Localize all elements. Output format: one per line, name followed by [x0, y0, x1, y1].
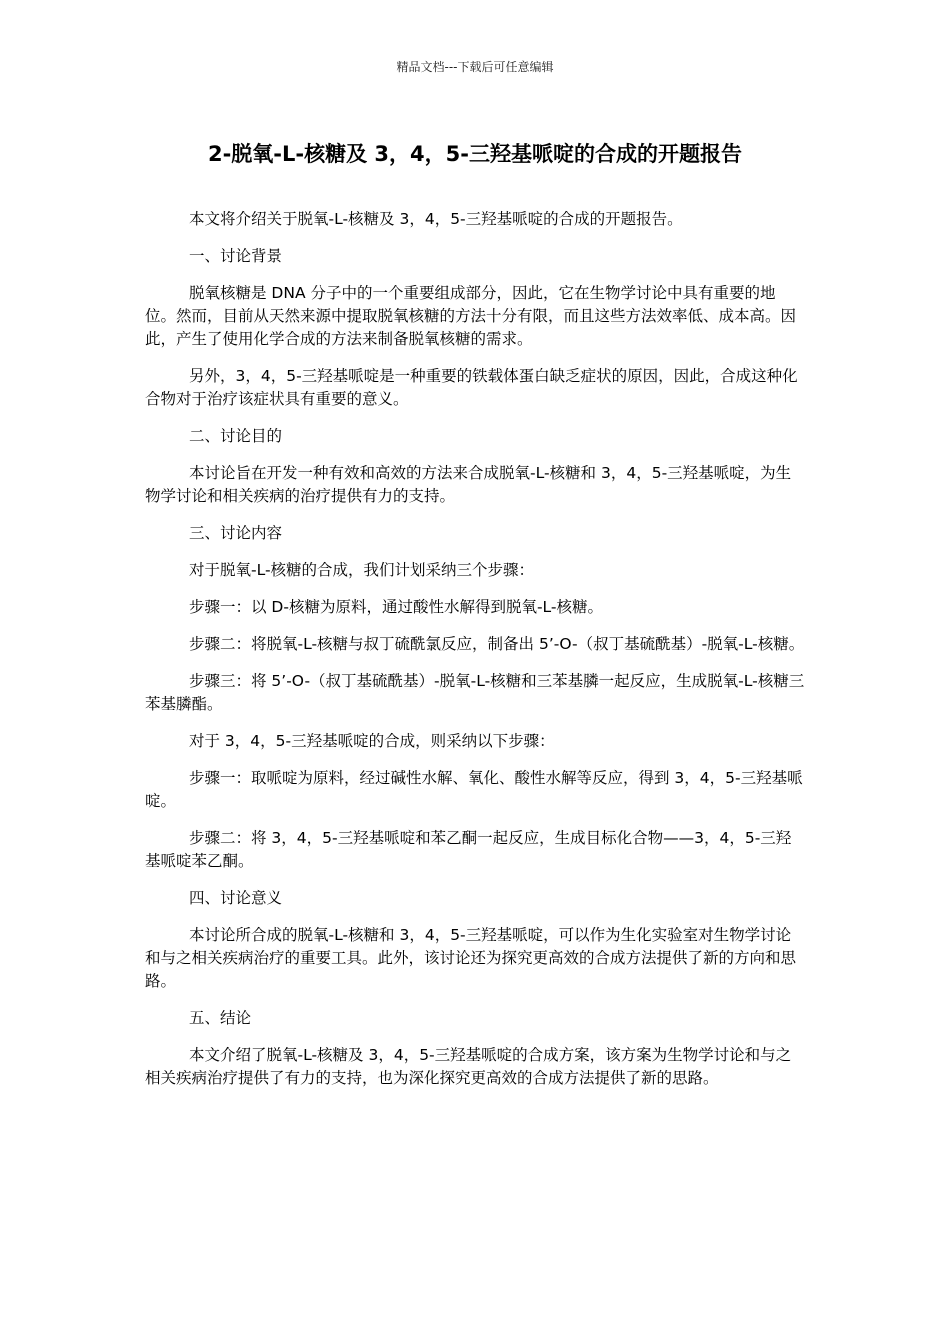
section-heading-content: 三、讨论内容	[189, 524, 283, 542]
background-paragraph-1: 脱氧核糖是 DNA 分子中的一个重要组成部分，因此，它在生物学讨论中具有重要的地位。然而，目前从天然来源中提取脱氧核糖的方法十分有限，而且这些方法效率低、成本高。因此，产生了使用化学合成的方法来制备脱氧核糖的需求。	[145, 284, 797, 348]
content-paragraph-ribose-intro: 对于脱氧-L-核糖的合成，我们计划采纳三个步骤：	[189, 561, 535, 579]
conclusion-paragraph: 本文介绍了脱氧-L-核糖及 3，4，5-三羟基哌啶的合成方案，该方案为生物学讨论和与之相关疾病治疗提供了有力的支持，也为深化探究更高效的合成方法提供了新的思路。	[145, 1046, 792, 1087]
section-heading-significance: 四、讨论意义	[189, 889, 283, 907]
background-paragraph-2: 另外，3，4，5-三羟基哌啶是一种重要的铁载体蛋白缺乏症状的原因，因此，合成这种化合物对于治疗该症状具有重要的意义。	[145, 367, 798, 408]
document-body	[145, 208, 805, 1104]
purpose-paragraph: 本讨论旨在开发一种有效和高效的方法来合成脱氧-L-核糖和 3，4，5-三羟基哌啶，为生物学讨论和相关疾病的治疗提供有力的支持。	[145, 464, 792, 505]
section-heading-purpose: 二、讨论目的	[189, 427, 283, 445]
content-paragraph-ribose-step2: 步骤二：将脱氧-L-核糖与叔丁硫酰氯反应，制备出 5’-O-（叔丁基硫酰基）-脱氧-L-核糖。	[189, 635, 805, 653]
content-paragraph-ribose-step3: 步骤三：将 5’-O-（叔丁基硫酰基）-脱氧-L-核糖和三苯基膦一起反应，生成脱氧-L-核糖三苯基膦酯。	[145, 672, 805, 713]
significance-paragraph: 本讨论所合成的脱氧-L-核糖和 3，4，5-三羟基哌啶，可以作为生化实验室对生物学讨论和与之相关疾病治疗的重要工具。此外，该讨论还为探究更高效的合成方法提供了新的方向和思路。	[145, 926, 797, 990]
page-header-note: 精品文档---下载后可任意编辑	[396, 60, 554, 74]
intro-paragraph: 本文将介绍关于脱氧-L-核糖及 3，4，5-三羟基哌啶的合成的开题报告。	[189, 210, 683, 228]
content-paragraph-piperidine-step2: 步骤二：将 3，4，5-三羟基哌啶和苯乙酮一起反应，生成目标化合物——3，4，5-三羟基哌啶苯乙酮。	[145, 829, 792, 870]
section-heading-conclusion: 五、结论	[189, 1009, 252, 1027]
document-title: 2-脱氧-L-核糖及 3，4，5-三羟基哌啶的合成的开题报告	[207, 142, 742, 166]
content-paragraph-piperidine-intro: 对于 3，4，5-三羟基哌啶的合成，则采纳以下步骤：	[189, 732, 555, 750]
section-heading-background: 一、讨论背景	[189, 247, 283, 265]
content-paragraph-piperidine-step1: 步骤一：取哌啶为原料，经过碱性水解、氧化、酸性水解等反应，得到 3，4，5-三羟基哌啶。	[145, 769, 803, 810]
content-paragraph-ribose-step1: 步骤一：以 D-核糖为原料，通过酸性水解得到脱氧-L-核糖。	[189, 598, 604, 616]
